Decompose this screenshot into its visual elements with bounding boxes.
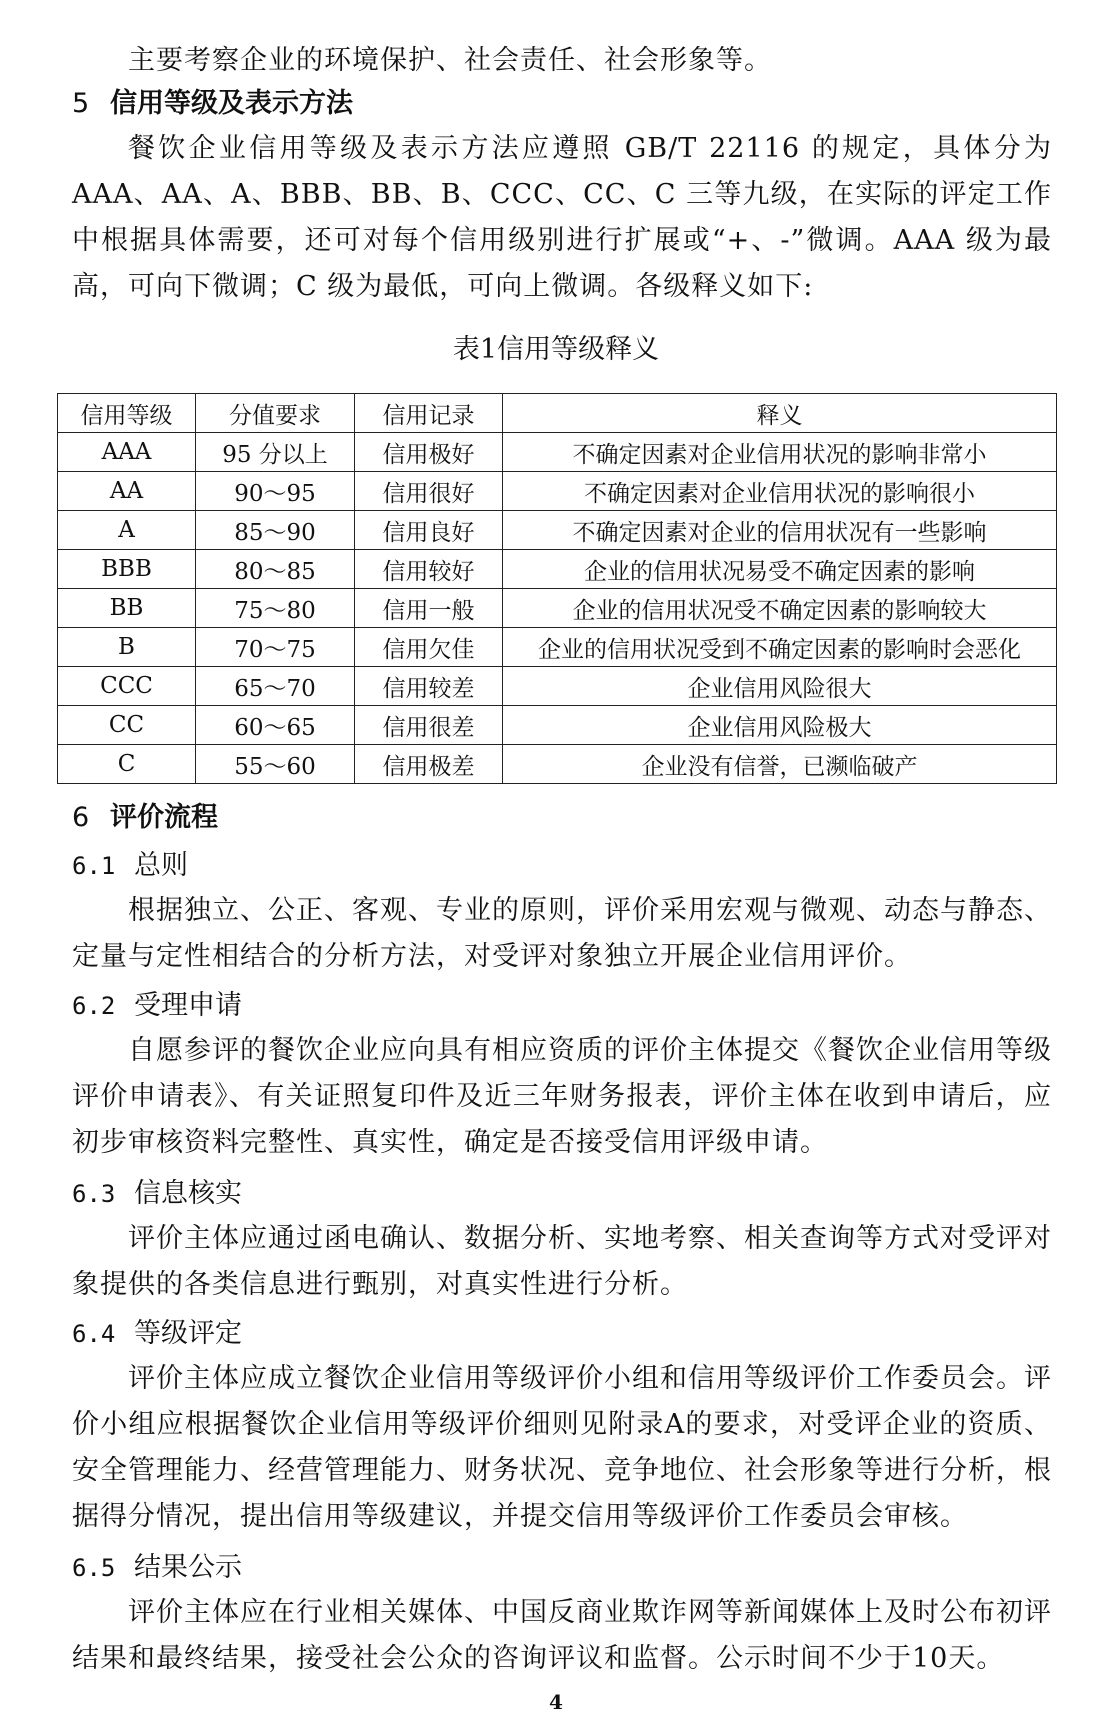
cell-grade: C <box>58 745 196 784</box>
header-record: 信用记录 <box>355 394 503 433</box>
section-5-paragraph: 餐饮企业信用等级及表示方法应遵照 GB/T 22116 的规定，具体分为 AAA、AA、A、BBB、BB、B、CCC、CC、C 三等九级，在实际的评定工作中根据具体需要，还可对每个信用级别进行扩展或“+、-”微调。AAA 级为最高，可向下微调；C 级为最低，可向上微调。各级释义如下: <box>72 133 1052 302</box>
cell-meaning: 不确定因素对企业的信用状况有一些影响 <box>503 511 1057 550</box>
cell-meaning: 企业的信用状况受不确定因素的影响较大 <box>503 589 1057 628</box>
table-row <box>58 511 1057 550</box>
subsection-6-4-heading <box>72 1314 242 1354</box>
table-row <box>58 745 1057 784</box>
cell-record: 信用良好 <box>355 511 503 550</box>
subsection-6-3-paragraph: 评价主体应通过函电确认、数据分析、实地考察、相关查询等方式对受评对象提供的各类信息进行甄别，对真实性进行分析。 <box>72 1223 1052 1300</box>
cell-record: 信用较好 <box>355 550 503 589</box>
subsection-6-4-paragraph: 评价主体应成立餐饮企业信用等级评价小组和信用等级评价工作委员会。评价小组应根据餐饮企业信用等级评价细则见附录A的要求，对受评企业的资质、安全管理能力、经营管理能力、财务状况、竞争地位、社会形象等进行分析，根据得分情况，提出信用等级建议，并提交信用等级评价工作委员会审核。 <box>72 1363 1052 1532</box>
section-6-number: 6 <box>72 802 90 833</box>
intro-line: 主要考察企业的环境保护、社会责任、社会形象等。 <box>128 45 772 76</box>
subsection-6-2-heading <box>72 986 242 1026</box>
cell-meaning: 企业的信用状况受到不确定因素的影响时会恶化 <box>503 628 1057 667</box>
table-row <box>58 589 1057 628</box>
table-row <box>58 433 1057 472</box>
cell-meaning: 企业没有信誉，已濒临破产 <box>503 745 1057 784</box>
cell-record: 信用欠佳 <box>355 628 503 667</box>
subsection-title: 受理申请 <box>134 990 242 1021</box>
cell-grade: B <box>58 628 196 667</box>
cell-score: 60～65 <box>196 706 355 745</box>
table-header-row <box>58 394 1057 433</box>
subsection-title: 信息核实 <box>134 1178 242 1209</box>
table-row <box>58 628 1057 667</box>
header-score: 分值要求 <box>196 394 355 433</box>
cell-record: 信用较差 <box>355 667 503 706</box>
page-number: 4 <box>549 1690 563 1714</box>
cell-grade: CCC <box>58 667 196 706</box>
header-meaning: 释义 <box>503 394 1057 433</box>
subsection-title: 等级评定 <box>134 1318 242 1349</box>
cell-record: 信用很好 <box>355 472 503 511</box>
header-grade: 信用等级 <box>58 394 196 433</box>
cell-meaning: 不确定因素对企业信用状况的影响非常小 <box>503 433 1057 472</box>
table-row <box>58 550 1057 589</box>
cell-score: 90～95 <box>196 472 355 511</box>
cell-grade: A <box>58 511 196 550</box>
cell-score: 80～85 <box>196 550 355 589</box>
table-row <box>58 706 1057 745</box>
subsection-6-2-paragraph: 自愿参评的餐饮企业应向具有相应资质的评价主体提交《餐饮企业信用等级评价申请表》、有关证照复印件及近三年财务报表，评价主体在收到申请后，应初步审核资料完整性、真实性，确定是否接受信用评级申请。 <box>72 1035 1052 1158</box>
subsection-6-1-paragraph: 根据独立、公正、客观、专业的原则，评价采用宏观与微观、动态与静态、定量与定性相结合的分析方法，对受评对象独立开展企业信用评价。 <box>72 895 1052 972</box>
subsection-number: 6.5 <box>72 1554 116 1582</box>
section-6-heading <box>72 798 218 838</box>
cell-record: 信用一般 <box>355 589 503 628</box>
subsection-number: 6.2 <box>72 992 116 1020</box>
section-6-title: 评价流程 <box>110 802 218 833</box>
cell-grade: AA <box>58 472 196 511</box>
section-5-title: 信用等级及表示方法 <box>110 88 353 119</box>
cell-record: 信用极差 <box>355 745 503 784</box>
cell-meaning: 企业信用风险很大 <box>503 667 1057 706</box>
cell-grade: CC <box>58 706 196 745</box>
subsection-title: 总则 <box>134 850 188 881</box>
cell-record: 信用很差 <box>355 706 503 745</box>
section-5-heading <box>72 84 353 124</box>
cell-score: 55～60 <box>196 745 355 784</box>
cell-score: 85～90 <box>196 511 355 550</box>
cell-record: 信用极好 <box>355 433 503 472</box>
section-5-number: 5 <box>72 88 90 119</box>
cell-score: 65～70 <box>196 667 355 706</box>
cell-score: 70～75 <box>196 628 355 667</box>
cell-meaning: 企业的信用状况易受不确定因素的影响 <box>503 550 1057 589</box>
subsection-6-3-heading <box>72 1174 242 1214</box>
cell-grade: BBB <box>58 550 196 589</box>
cell-grade: BB <box>58 589 196 628</box>
cell-meaning: 企业信用风险极大 <box>503 706 1057 745</box>
subsection-number: 6.3 <box>72 1180 116 1208</box>
subsection-6-5-paragraph: 评价主体应在行业相关媒体、中国反商业欺诈网等新闻媒体上及时公布初评结果和最终结果，接受社会公众的咨询评议和监督。公示时间不少于10天。 <box>72 1597 1052 1674</box>
table-row <box>58 472 1057 511</box>
table-caption: 表1信用等级释义 <box>452 334 660 365</box>
table-row <box>58 667 1057 706</box>
subsection-6-5-heading <box>72 1548 242 1588</box>
subsection-title: 结果公示 <box>134 1552 242 1583</box>
cell-score: 95 分以上 <box>196 433 355 472</box>
subsection-number: 6.1 <box>72 852 116 880</box>
cell-grade: AAA <box>58 433 196 472</box>
credit-grade-table <box>57 393 1057 784</box>
subsection-6-1-heading <box>72 846 188 886</box>
subsection-number: 6.4 <box>72 1320 116 1348</box>
cell-score: 75～80 <box>196 589 355 628</box>
cell-meaning: 不确定因素对企业信用状况的影响很小 <box>503 472 1057 511</box>
